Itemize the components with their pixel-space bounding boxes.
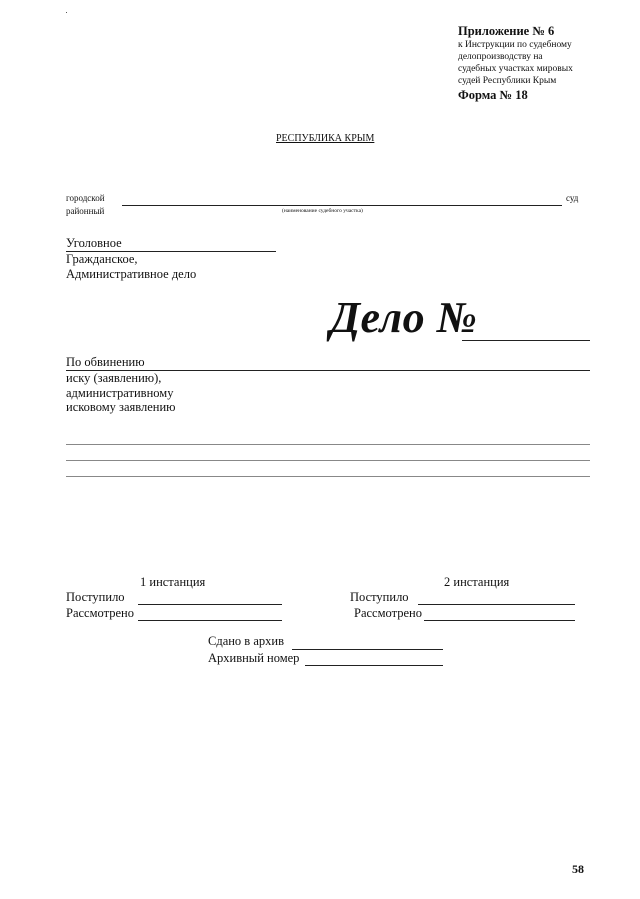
blank-line-1[interactable] bbox=[66, 444, 590, 445]
second-instance-received: Поступило bbox=[350, 590, 409, 604]
basis-claim-statement: исковому заявлению bbox=[66, 400, 176, 414]
first-instance-reviewed-line[interactable] bbox=[138, 620, 282, 621]
court-name-line[interactable] bbox=[122, 205, 562, 206]
blank-line-3[interactable] bbox=[66, 476, 590, 477]
case-type-criminal: Уголовное bbox=[66, 236, 122, 250]
archive-submitted: Сдано в архив bbox=[208, 634, 284, 648]
case-number-line[interactable] bbox=[462, 340, 590, 341]
scan-speck bbox=[66, 12, 67, 13]
blank-line-2[interactable] bbox=[66, 460, 590, 461]
first-instance-title: 1 инстанция bbox=[140, 575, 206, 589]
republic-header: РЕСПУБЛИКА КРЫМ bbox=[276, 133, 375, 144]
case-type-civil: Гражданское, bbox=[66, 252, 138, 266]
first-instance-received: Поступило bbox=[66, 590, 125, 604]
basis-claim: иску (заявлению), bbox=[66, 371, 162, 385]
appendix-line-4: судей Республики Крым bbox=[458, 76, 557, 86]
court-type-district: районный bbox=[66, 206, 105, 216]
second-instance-reviewed-line[interactable] bbox=[424, 620, 575, 621]
first-instance-reviewed: Рассмотрено bbox=[66, 606, 134, 620]
second-instance-reviewed: Рассмотрено bbox=[354, 606, 422, 620]
page-number: 58 bbox=[572, 862, 584, 876]
form-number: Форма № 18 bbox=[458, 88, 528, 102]
appendix-title: Приложение № 6 bbox=[458, 24, 555, 38]
court-hint: (наименование судебного участка) bbox=[282, 208, 363, 214]
archive-submitted-line[interactable] bbox=[292, 649, 443, 650]
appendix-line-3: судебных участках мировых bbox=[458, 64, 573, 74]
court-type-city: городской bbox=[66, 193, 105, 203]
basis-administrative: административному bbox=[66, 386, 174, 400]
second-instance-received-line[interactable] bbox=[418, 604, 575, 605]
appendix-line-1: к Инструкции по судебному bbox=[458, 40, 572, 50]
case-type-administrative: Административное дело bbox=[66, 267, 197, 281]
appendix-line-2: делопроизводству на bbox=[458, 52, 543, 62]
archive-number-line[interactable] bbox=[305, 665, 443, 666]
archive-number: Архивный номер bbox=[208, 651, 300, 665]
first-instance-received-line[interactable] bbox=[138, 604, 282, 605]
second-instance-title: 2 инстанция bbox=[444, 575, 510, 589]
basis-accusation: По обвинению bbox=[66, 355, 145, 369]
court-suffix: суд bbox=[566, 193, 579, 203]
case-title: Дело № bbox=[330, 293, 478, 342]
